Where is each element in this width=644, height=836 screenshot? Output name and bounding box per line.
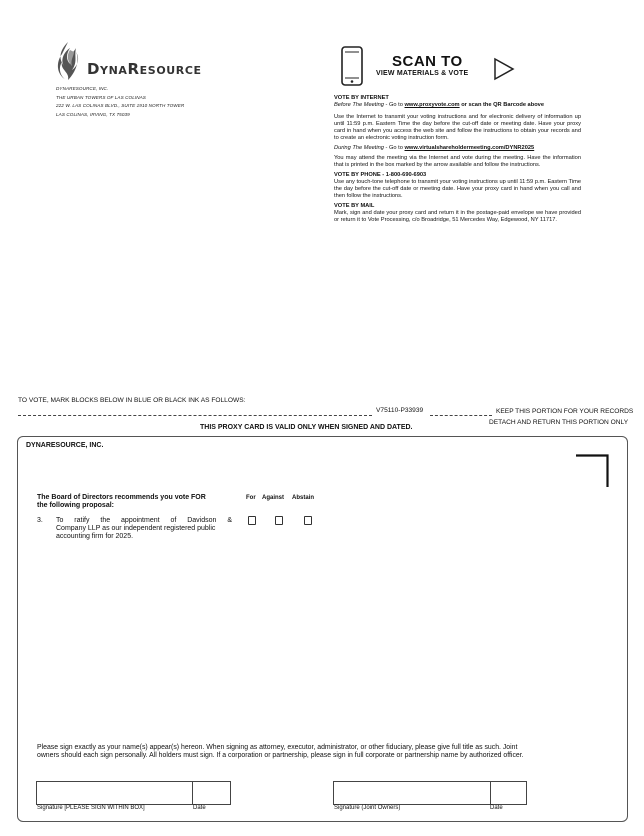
phone-heading: VOTE BY PHONE - 1-800-690-6903: [334, 172, 427, 179]
proposal-line: accounting firm for 2025.: [56, 533, 134, 540]
mail-body: Mark, sign and date your proxy card and return it in the postage-paid envelope we have provided or return it to Vote Processing, c/o Broadridge, 51 Mercedes Way, Edgewood, NY 11717.: [334, 210, 581, 224]
checkbox-against[interactable]: [275, 516, 283, 525]
signature-box[interactable]: [36, 781, 193, 805]
detach-return-text: DETACH AND RETURN THIS PORTION ONLY: [489, 419, 629, 426]
address-line: THE URBAN TOWERS OF LAS COLINAS: [56, 94, 146, 100]
during-meeting-line: [334, 145, 581, 152]
scan-title: SCAN TO: [392, 53, 463, 70]
phone-body: Use any touch-tone telephone to transmit your voting instructions up until 11:59 p.m. Eastern Time the day before the cut-off date or meeting date. Have your proxy card in hand when you call and then follow the instructions.: [334, 179, 581, 200]
signing-instructions: Please sign exactly as your name(s) appear(s) hereon. When signing as attorney, executor, administrator, or other fiduciary, please give full title as such. Joint owners should each sign personally. All holders must sign. If a corporation or partnership, please sign in full corporate or partnership name by authorized officer.: [37, 744, 524, 759]
before-text: - Go to: [383, 101, 405, 108]
address-line: DYNARESOURCE, INC.: [56, 86, 109, 91]
during-body: You may attend the meeting via the Internet and vote during the meeting. Have the information that is printed in the box marked by the arrow available and follow the instructions.: [334, 155, 581, 169]
vote-instruction-text: TO VOTE, MARK BLOCKS BELOW IN BLUE OR BLACK INK AS FOLLOWS:: [18, 397, 246, 404]
proposal-number: 3.: [37, 517, 43, 524]
keep-portion-text: KEEP THIS PORTION FOR YOUR RECORDS: [496, 408, 634, 415]
flame-logo-icon: [56, 40, 80, 82]
before-label: Before The Meeting: [334, 101, 384, 108]
during-label: During The Meeting: [334, 144, 384, 151]
checkbox-abstain[interactable]: [304, 516, 312, 525]
logo-wordmark: DynaResource: [87, 60, 202, 78]
proposal-text: [56, 517, 232, 541]
during-text: - Go to: [383, 144, 405, 151]
board-recommendation: [37, 494, 206, 510]
internet-body: Use the Internet to transmit your voting instructions and for electronic delivery of information up until 11:59 p.m. Eastern Time the day before the cut-off date or meeting date. Have your proxy card in hand when you access the web site and follow the instructions to obtain your records and to create an electronic voting instruction form.: [334, 113, 581, 141]
proxyvote-link[interactable]: www.proxyvote.com: [404, 101, 460, 108]
company-address: [56, 85, 236, 119]
detach-line-left: [18, 415, 372, 416]
valid-notice: THIS PROXY CARD IS VALID ONLY WHEN SIGNED AND DATED.: [200, 424, 413, 431]
address-line: 222 W. LAS COLINAS BLVD., SUITE 1910 NORTH TOWER: [56, 103, 185, 109]
joint-signature-box[interactable]: [333, 781, 491, 805]
joint-date-label: Date: [490, 805, 503, 811]
col-against: Against: [262, 495, 285, 501]
company-logo: [56, 40, 216, 82]
card-company-name: DYNARESOURCE, INC.: [26, 442, 104, 449]
smartphone-icon: [341, 46, 363, 86]
before-meeting-line: [334, 102, 581, 109]
control-code: V75110-P33939: [376, 407, 424, 414]
proposal-line: Company LLP as our independent registered public: [56, 525, 216, 532]
checkbox-for[interactable]: [248, 516, 256, 525]
recommend-line: The Board of Directors recommends you vote FOR: [37, 494, 206, 501]
address-line: LAS COLINAS, IRVING, TX 75039: [56, 111, 130, 117]
date-label: Date: [193, 805, 206, 811]
voting-instructions: [334, 95, 581, 227]
date-box[interactable]: [191, 781, 231, 805]
corner-bracket-icon: [575, 454, 609, 488]
col-for: For: [246, 495, 256, 501]
joint-date-box[interactable]: [489, 781, 527, 805]
col-abstain: Abstain: [292, 495, 315, 501]
signature-label: Signature [PLEASE SIGN WITHIN BOX]: [37, 805, 145, 811]
joint-signature-label: Signature (Joint Owners): [334, 805, 401, 811]
play-arrow-icon: [493, 57, 515, 81]
mail-heading: VOTE BY MAIL: [334, 203, 375, 210]
recommend-line: the following proposal:: [37, 502, 114, 509]
before-tail: or scan the QR Barcode above: [459, 101, 544, 108]
internet-heading: VOTE BY INTERNET: [334, 95, 389, 101]
proposal-line: To ratify the appointment of Davidson &: [56, 517, 232, 524]
scan-subtitle: VIEW MATERIALS & VOTE: [376, 70, 469, 77]
virtual-meeting-link[interactable]: www.virtualshareholdermeeting.com/DYNR2025: [404, 144, 535, 151]
detach-line-right: [430, 415, 492, 416]
